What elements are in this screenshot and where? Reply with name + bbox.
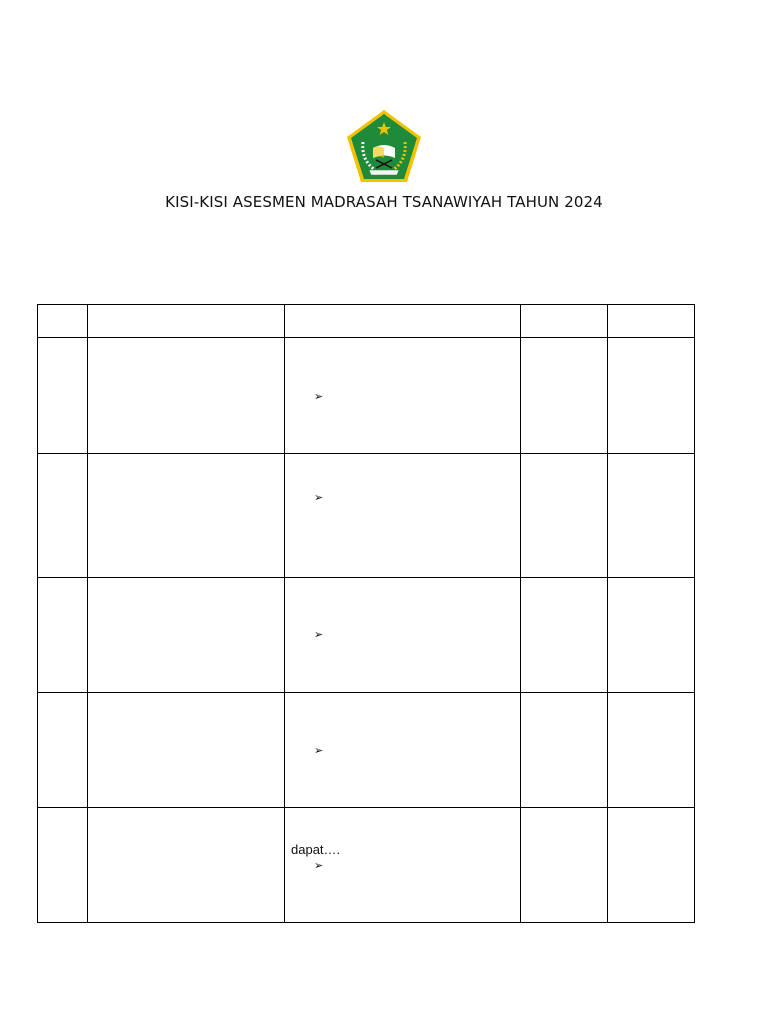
table-row-divider — [37, 807, 695, 808]
table-border-top — [37, 304, 695, 305]
table-border-left — [37, 304, 38, 923]
kemenag-emblem-icon — [345, 108, 423, 184]
arrow-bullet-icon: ➢ — [314, 390, 324, 403]
arrow-bullet-icon: ➢ — [314, 491, 324, 504]
assessment-grid-table — [37, 304, 695, 923]
table-row-divider — [37, 692, 695, 693]
table-column-divider — [607, 304, 608, 923]
table-column-divider — [284, 304, 285, 923]
document-title: KISI-KISI ASESMEN MADRASAH TSANAWIYAH TAHUN 2024 — [165, 193, 603, 211]
table-row-divider — [37, 453, 695, 454]
indicator-text: dapat…. — [291, 842, 341, 857]
table-border-right — [694, 304, 695, 923]
arrow-bullet-icon: ➢ — [314, 744, 324, 757]
table-header-divider — [37, 337, 695, 338]
table-column-divider — [87, 304, 88, 923]
table-row-divider — [37, 577, 695, 578]
arrow-bullet-icon: ➢ — [314, 859, 324, 872]
table-column-divider — [520, 304, 521, 923]
arrow-bullet-icon: ➢ — [314, 628, 324, 641]
table-border-bottom — [37, 922, 695, 923]
